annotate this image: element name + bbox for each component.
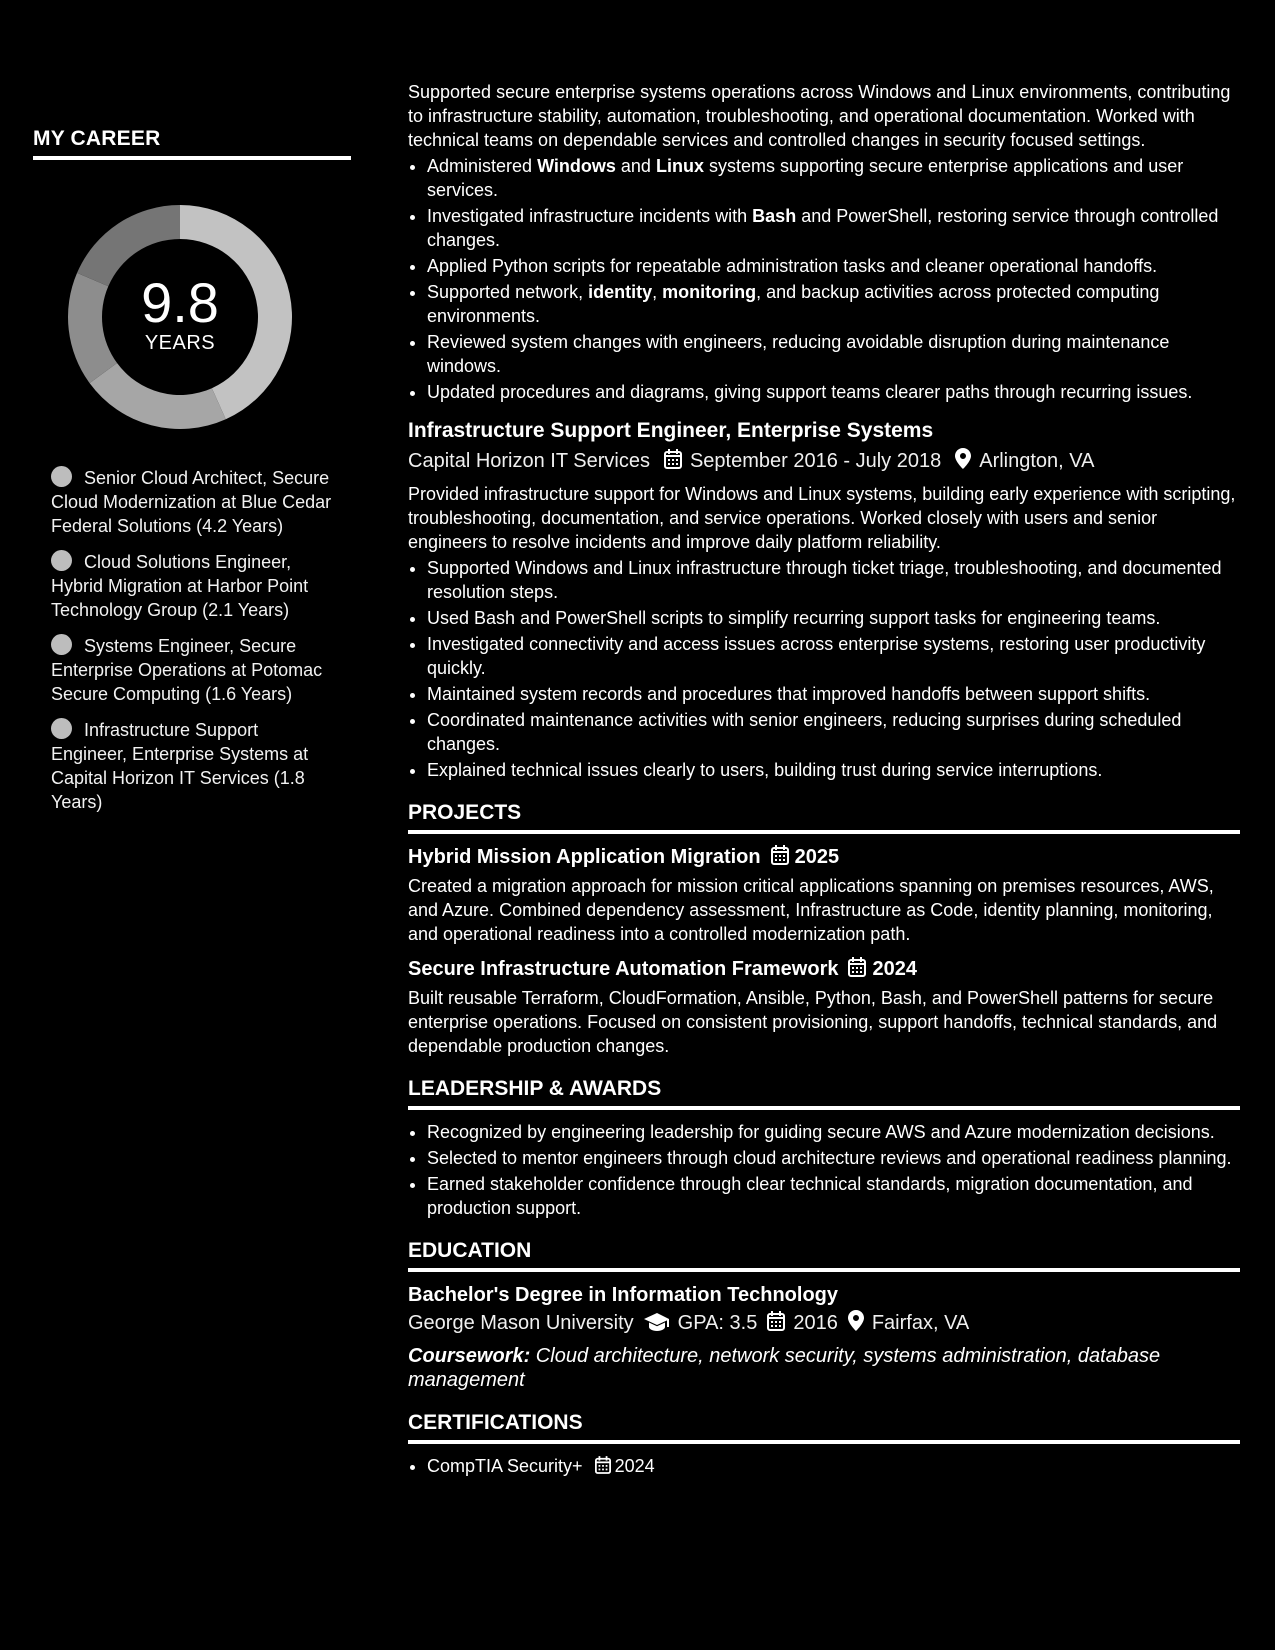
job1-bullet: • Supported network, identity, monitoring, and backup activities across protected computing environments. (427, 280, 1240, 328)
career-item (51, 718, 333, 814)
donut-label: YEARS (144, 332, 216, 354)
job2-bullet: • Explained technical issues clearly to users, building trust during service interruptions. (427, 758, 1240, 782)
career-item (51, 634, 333, 706)
sidebar (33, 127, 351, 826)
career-item-text: Cloud Solutions Engineer, Hybrid Migration at Harbor Point Technology Group (2.1 Years) (51, 552, 309, 620)
project-year: 2025 (794, 846, 840, 868)
job2-location: Arlington, VA (979, 450, 1095, 472)
career-item-text: Systems Engineer, Secure Enterprise Operations at Potomac Secure Computing (1.6 Years) (51, 636, 323, 704)
project-desc: Created a migration approach for mission critical applications spanning on premises resources, AWS, and Azure. Combined dependency assessment, Infrastructure as Code, identity planning, monitoring, and operational readiness into a controlled modernization path. (408, 876, 1214, 944)
job2-bullet: • Maintained system records and procedures that improved handoffs between support shifts. (427, 682, 1240, 706)
job1-bullet: • Applied Python scripts for repeatable administration tasks and cleaner operational handoffs. (427, 254, 1240, 278)
projects-heading: PROJECTS (408, 800, 1240, 834)
coursework (408, 1344, 1240, 1392)
leadership-item: • Recognized by engineering leadership for guiding secure AWS and Azure modernization decisions. (427, 1120, 1240, 1144)
degree-title: Bachelor's Degree in Information Technology (408, 1284, 839, 1306)
job1-bullet: • Investigated infrastructure incidents with Bash and PowerShell, restoring service through controlled changes. (427, 204, 1240, 252)
calendar-icon (595, 1456, 611, 1480)
certification-item: • CompTIA Security+ 2024 (427, 1454, 1240, 1480)
calendar-icon (848, 957, 866, 984)
certifications-heading: CERTIFICATIONS (408, 1410, 1240, 1444)
career-item-text: Senior Cloud Architect, Secure Cloud Modernization at Blue Cedar Federal Solutions (4.2 Years) (51, 468, 332, 536)
job2-bullets (408, 556, 1240, 782)
calendar-icon (664, 449, 682, 476)
calendar-icon (767, 1311, 785, 1338)
graduation-cap-icon (644, 1312, 670, 1338)
education-heading: EDUCATION (408, 1238, 1240, 1272)
school-name: George Mason University (408, 1312, 634, 1334)
job1-bullet: • Updated procedures and diagrams, giving support teams clearer paths through recurring issues. (427, 380, 1240, 404)
project-year: 2024 (872, 958, 917, 980)
main-content (408, 80, 1240, 1482)
job2-meta (408, 448, 1240, 476)
career-item (51, 466, 333, 538)
leadership-heading: LEADERSHIP & AWARDS (408, 1076, 1240, 1110)
job1-summary: Supported secure enterprise systems operations across Windows and Linux environments, contributing to infrastructure stability, automation, troubleshooting, and operational documentation. Worked with technical teams on dependable services and controlled changes in security focused settings. (408, 82, 1231, 150)
career-dot-icon (51, 718, 72, 739)
certifications-list (408, 1454, 1240, 1480)
calendar-icon (771, 845, 789, 872)
school-location: Fairfax, VA (871, 1312, 970, 1334)
job1-bullet: • Reviewed system changes with engineers, reducing avoidable disruption during maintenance windows. (427, 330, 1240, 378)
job2-company: Capital Horizon IT Services (408, 450, 650, 472)
job2-dates: September 2016 - July 2018 (689, 450, 942, 472)
career-dot-icon (51, 634, 72, 655)
career-item (51, 550, 333, 622)
career-dot-icon (51, 550, 72, 571)
leadership-item: • Earned stakeholder confidence through clear technical standards, migration documentation, and production support. (427, 1172, 1240, 1220)
job2-title: Infrastructure Support Engineer, Enterprise Systems (408, 419, 934, 442)
leadership-item: • Selected to mentor engineers through cloud architecture reviews and operational readiness planning. (427, 1146, 1240, 1170)
job1-bullets (408, 154, 1240, 404)
job2-bullet: • Coordinated maintenance activities with senior engineers, reducing surprises during scheduled changes. (427, 708, 1240, 756)
coursework-label: Coursework: (408, 1345, 531, 1367)
job2-bullet: • Investigated connectivity and access issues across enterprise systems, restoring user productivity quickly. (427, 632, 1240, 680)
career-heading: MY CAREER (33, 127, 351, 160)
career-dot-icon (51, 466, 72, 487)
education-meta (408, 1310, 1240, 1338)
project-desc: Built reusable Terraform, CloudFormation, Ansible, Python, Bash, and PowerShell patterns for secure enterprise operations. Focused on consistent provisioning, support handoffs, technical standards, and dependable production changes. (408, 988, 1218, 1056)
career-donut-chart (65, 202, 295, 432)
gpa: GPA: 3.5 (677, 1312, 758, 1334)
job2-bullet: • Supported Windows and Linux infrastructure through ticket triage, troubleshooting, and documented resolution steps. (427, 556, 1240, 604)
job2-summary: Provided infrastructure support for Windows and Linux systems, building early experience with scripting, troubleshooting, documentation, and service operations. Worked closely with users and senior engineers to resolve incidents and improve daily platform reliability. (408, 484, 1236, 552)
location-pin-icon (955, 448, 971, 476)
location-pin-icon (848, 1310, 864, 1338)
career-list (51, 466, 333, 814)
project-title: Secure Infrastructure Automation Framework 2024 (408, 956, 1240, 984)
graduation-year: 2016 (793, 1312, 838, 1334)
job2-bullet: • Used Bash and PowerShell scripts to simplify recurring support tasks for engineering teams. (427, 606, 1240, 630)
career-item-text: Infrastructure Support Engineer, Enterprise Systems at Capital Horizon IT Services (1.8 Years) (51, 720, 309, 812)
coursework-text: Cloud architecture, network security, systems administration, database management (408, 1345, 1161, 1391)
donut-center (65, 202, 295, 432)
donut-value: 9.8 (141, 271, 219, 334)
project-title: Hybrid Mission Application Migration 2025 (408, 844, 1240, 872)
job1-bullet: • Administered Windows and Linux systems supporting secure enterprise applications and user services. (427, 154, 1240, 202)
certification-year: 2024 (614, 1456, 655, 1476)
leadership-list (408, 1120, 1240, 1220)
